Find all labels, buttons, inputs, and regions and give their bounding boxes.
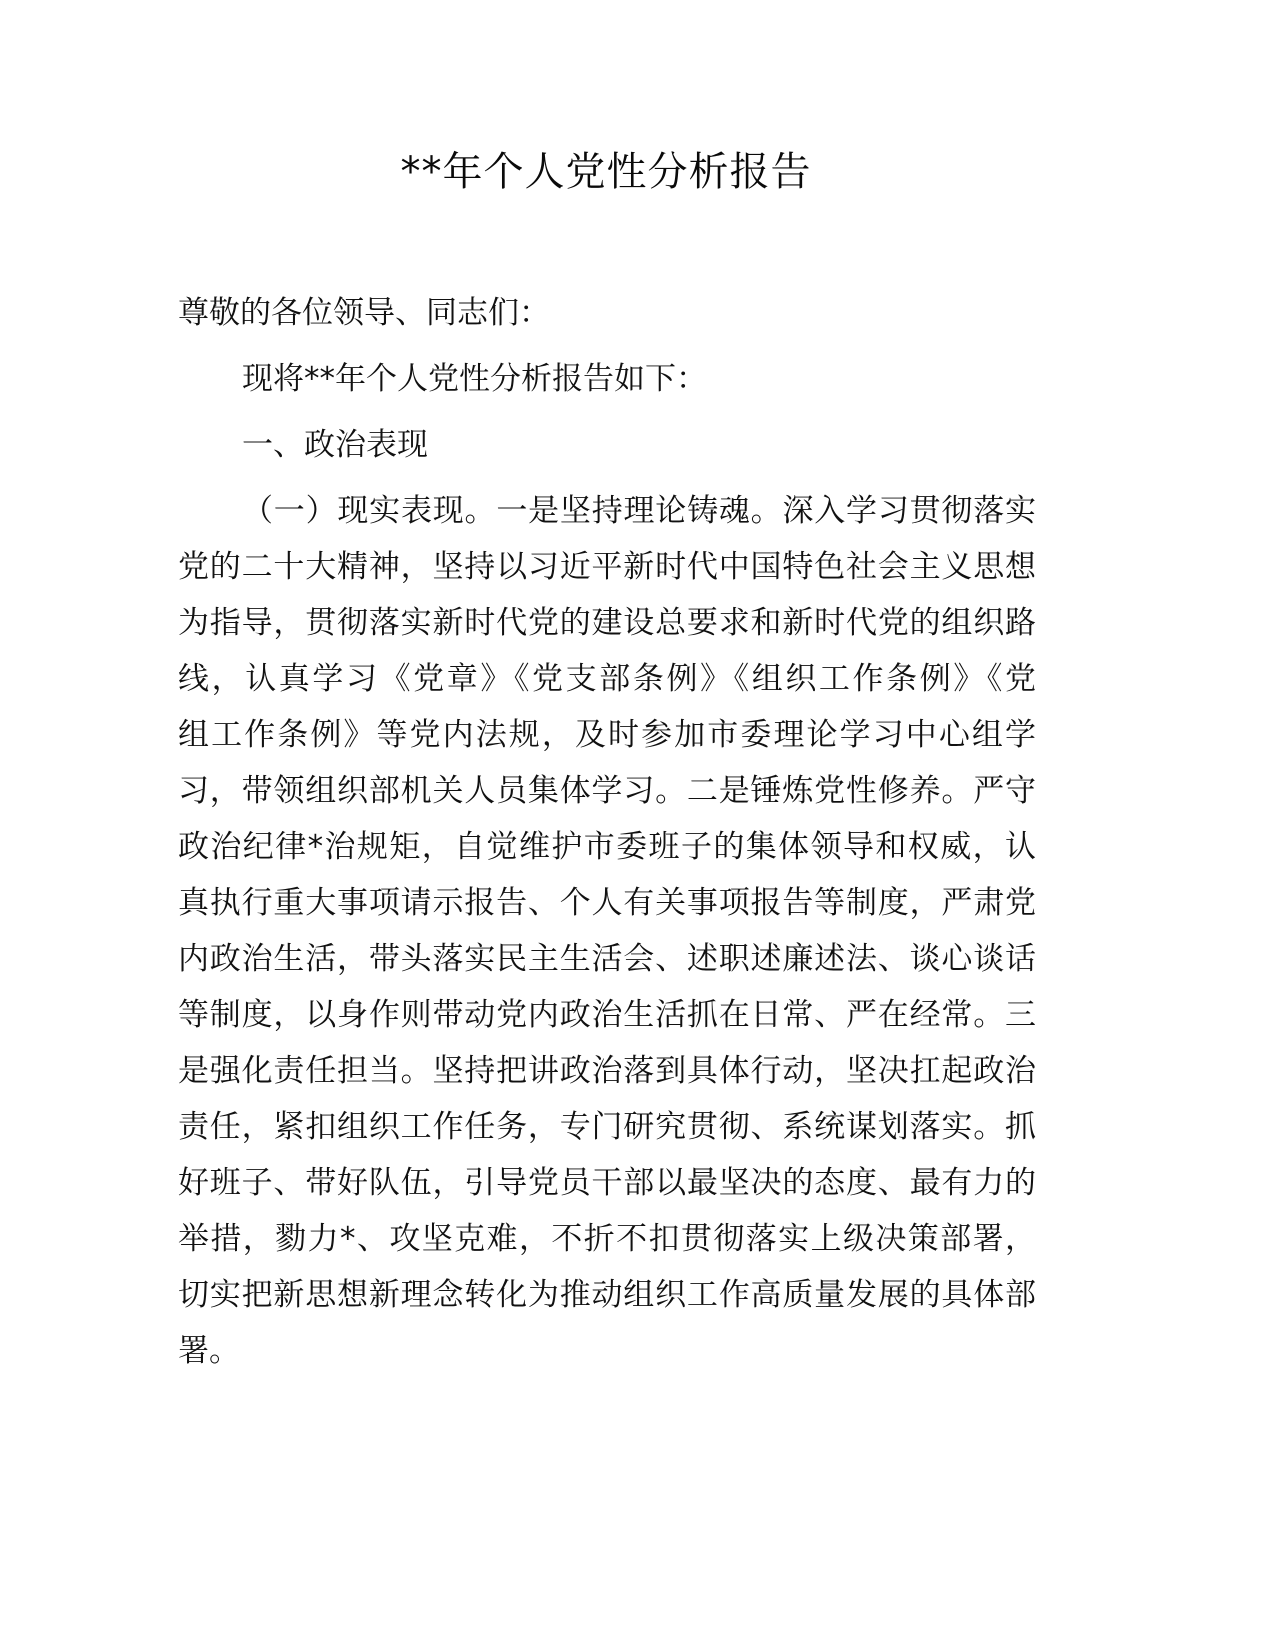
paragraph-line: 政治纪律*治规矩，自觉维护市委班子的集体领导和权威，认: [178, 829, 1036, 865]
document-body: [178, 285, 1036, 1379]
paragraph-political-performance: [178, 483, 1036, 1379]
salutation: 尊敬的各位领导、同志们：: [178, 295, 550, 331]
paragraph-line: 真执行重大事项请示报告、个人有关事项报告等制度，严肃党: [178, 885, 1036, 921]
document-title: **年个人党性分析报告: [400, 149, 812, 195]
paragraph-line: 是强化责任担当。坚持把讲政治落到具体行动，坚决扛起政治: [178, 1053, 1036, 1089]
paragraph-line: 举措，勠力*、攻坚克难，不折不扣贯彻落实上级决策部署，: [178, 1221, 1036, 1257]
paragraph-line: 内政治生活，带头落实民主生活会、述职述廉述法、谈心谈话: [178, 941, 1036, 977]
paragraph-line: 习，带领组织部机关人员集体学习。二是锤炼党性修养。严守: [178, 773, 1036, 809]
paragraph-line: （一）现实表现。一是坚持理论铸魂。深入学习贯彻落实: [242, 493, 1036, 529]
section-heading: 一、政治表现: [242, 427, 428, 463]
paragraph-line: 组工作条例》等党内法规，及时参加市委理论学习中心组学: [178, 717, 1036, 753]
paragraph-line: 线，认真学习《党章》《党支部条例》《组织工作条例》《党: [178, 661, 1036, 697]
paragraph-line: 切实把新思想新理念转化为推动组织工作高质量发展的具体部: [178, 1277, 1036, 1313]
paragraph-line: 等制度，以身作则带动党内政治生活抓在日常、严在经常。三: [178, 997, 1036, 1033]
paragraph-line: 责任，紧扣组织工作任务，专门研究贯彻、系统谋划落实。抓: [178, 1109, 1036, 1145]
paragraph-line: 党的二十大精神，坚持以习近平新时代中国特色社会主义思想: [178, 549, 1036, 585]
paragraph-line: 好班子、带好队伍，引导党员干部以最坚决的态度、最有力的: [178, 1165, 1036, 1201]
intro-line: 现将**年个人党性分析报告如下：: [242, 361, 707, 397]
paragraph-line: 为指导，贯彻落实新时代党的建设总要求和新时代党的组织路: [178, 605, 1036, 641]
paragraph-line: 署。: [178, 1333, 240, 1369]
